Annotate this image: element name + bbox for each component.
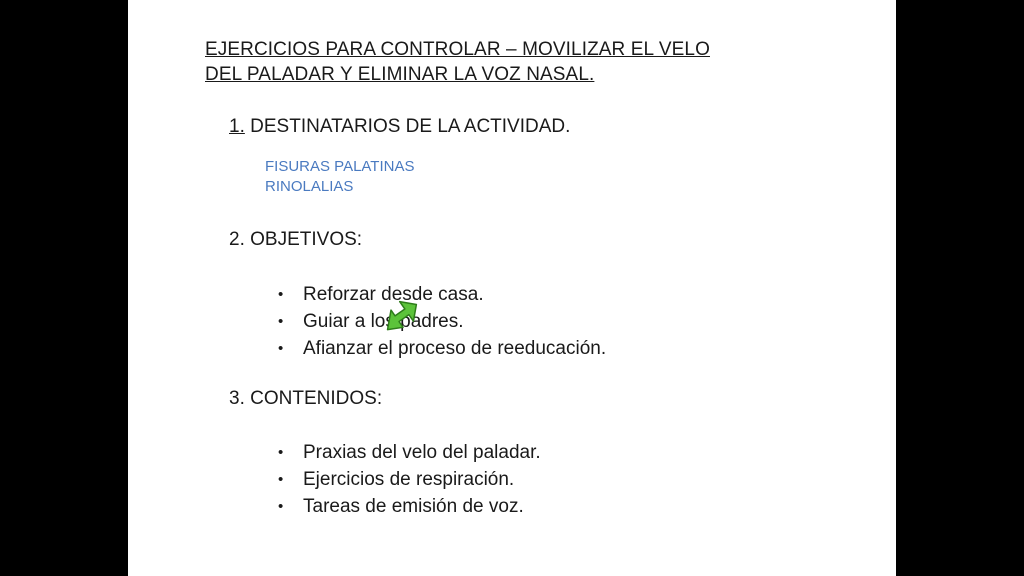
list-item: FISURAS PALATINAS (265, 158, 415, 175)
list-item-text: Reforzar desde casa. (303, 284, 484, 305)
list-item-text: Tareas de emisión de voz. (303, 496, 524, 517)
section-number: 2. (229, 229, 245, 250)
list-item-text: Guiar a los padres. (303, 311, 464, 332)
section-title: OBJETIVOS: (250, 229, 363, 250)
list-item-text: Afianzar el proceso de reeducación. (303, 338, 607, 359)
section-title: CONTENIDOS: (250, 388, 383, 409)
list-item-text: Praxias del velo del paladar. (303, 442, 541, 463)
bullet-icon: • (278, 498, 284, 515)
bullet-icon: • (278, 286, 284, 303)
section-heading-contenidos (229, 388, 382, 410)
title-line-1: EJERCICIOS PARA CONTROLAR – MOVILIZAR EL VELO (205, 39, 710, 60)
section-heading-destinatarios (229, 116, 570, 138)
list-item: RINOLALIAS (265, 178, 354, 195)
document-title (205, 37, 710, 87)
bullet-icon: • (278, 340, 284, 357)
bullet-icon: • (278, 471, 284, 488)
bullet-icon: • (278, 444, 284, 461)
list-item (278, 466, 541, 493)
list-item-text: Ejercicios de respiración. (303, 469, 515, 490)
section-heading-objetivos (229, 229, 362, 251)
objetivos-list (278, 281, 606, 362)
contenidos-list (278, 439, 541, 520)
section-title: DESTINATARIOS DE LA ACTIVIDAD. (250, 116, 571, 137)
green-arrow-cursor-icon (378, 300, 422, 332)
list-item (278, 493, 541, 520)
destinatarios-list (265, 157, 414, 197)
section-number: 1. (229, 116, 245, 137)
document-page (128, 0, 896, 576)
section-number: 3. (229, 388, 245, 409)
list-item (278, 281, 606, 308)
list-item (278, 335, 606, 362)
list-item (278, 308, 606, 335)
bullet-icon: • (278, 313, 284, 330)
title-line-2: DEL PALADAR Y ELIMINAR LA VOZ NASAL. (205, 64, 595, 85)
list-item (278, 439, 541, 466)
